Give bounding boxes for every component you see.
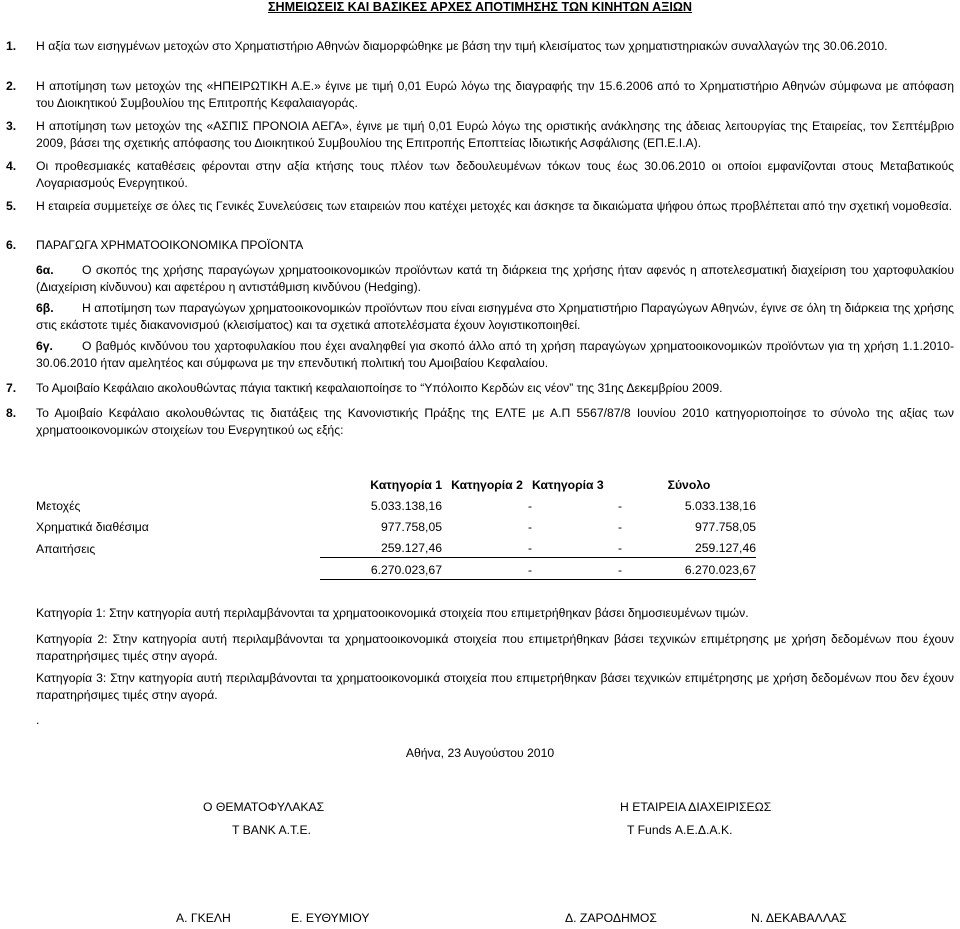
table-cell: Απαιτήσεις (36, 541, 96, 556)
table-total-row (36, 558, 756, 580)
note-number: 1. (6, 39, 17, 53)
note-text: Η εταιρεία συμμετείχε σε όλες τις Γενικές Συνελεύσεις των εταιρειών που κατέχει μετοχές και άσκησε τα δικαιώματα ψήφου όπως προβλέπεται από την σχετική νομοθεσία. (36, 199, 953, 213)
signatory-name: Δ. ΖΑΡΟΔΗΜΟΣ (565, 911, 657, 925)
table-cell: 977.758,05 (695, 520, 756, 534)
table-total-cell: 6.270.023,67 (320, 558, 442, 580)
table-cell: 977.758,05 (381, 520, 442, 534)
table-total-cell: - (532, 558, 622, 580)
table-row (36, 494, 756, 515)
table-header-cell (36, 473, 320, 494)
note-7 (6, 380, 954, 397)
subnote-6a (36, 262, 954, 296)
note-3 (6, 118, 954, 152)
table-cell: Μετοχές (36, 499, 81, 513)
note-number: 3. (6, 119, 17, 133)
subnote-text: Ο σκοπός της χρήσης παραγώγων χρηματοοικονομικών προϊόντων κατά τη διάρκεια της χρήσης ήταν αφενός η αποτελεσματική διαχείριση του χαρτοφυλακίου (Διαχείριση κίνδυνου) και αφετέρου η αντιστάθμιση κινδύνου (Hedging). (36, 263, 954, 294)
note-text: Η αξία των εισηγμένων μετοχών στο Χρηματιστήριο Αθηνών διαμορφώθηκε με βάση την τιμή κλεισίματος των χρηματιστηριακών συναλλαγών της 30.06.2010. (36, 39, 888, 53)
table-cell: 5.033.138,16 (370, 499, 442, 513)
category-note-3: Κατηγορία 3: Στην κατηγορία αυτή περιλαμβάνονται τα χρηματοοικονομικά στοιχεία που επιμετρήθηκαν βάσει τεχνικών επιμέτρησης με χρήση δεδομένων που δεν έχουν παρατηρήσιμες τιμές στην αγορά. (36, 671, 954, 702)
subnote-text: Ο βαθμός κινδύνου του χαρτοφυλακίου που έχει αναληφθεί για σκοπό άλλο από τη χρήση παραγώγων χρηματοοικονομικών προϊόντων για τη χρήση 1.1.2010-30.06.2010 ήταν αμελητέος και σύμφωνα με την επενδυτική πολιτική του Αμοιβαίου Κεφαλαίου. (36, 339, 954, 370)
note-text: Η αποτίμηση των μετοχών της «ΗΠΕΙΡΩΤΙΚΗ Α.Ε.» έγινε με τιμή 0,01 Ευρώ λόγω της διαγραφής την 15.6.2006 από το Χρηματιστήριο Αθηνών σύμφωνα με απόφαση του Διοικητικού Συμβουλίου της Επιτροπής Κεφαλαιαγοράς. (36, 79, 954, 110)
note-heading: ΠΑΡΑΓΩΓΑ ΧΡΗΜΑΤΟΟΙΚΟΝΟΜΙΚΑ ΠΡΟΪΟΝΤΑ (36, 238, 304, 252)
note-6 (6, 237, 954, 254)
category-note-1: Κατηγορία 1: Στην κατηγορία αυτή περιλαμβάνονται τα χρηματοοικονομικά στοιχεία που επιμετρήθηκαν βάσει δημοσιευμένων τιμών. (36, 606, 749, 620)
note-5 (6, 198, 954, 215)
category-note-2: Κατηγορία 2: Στην κατηγορία αυτή περιλαμβάνονται τα χρηματοοικονομικά στοιχεία που επιμετρήθηκαν βάσει τεχνικών επιμέτρησης με χρήση δεδομένων που έχουν παρατηρήσιμες τιμές στην αγορά. (36, 632, 954, 663)
place-date: Αθήνα, 23 Αυγούστου 2010 (405, 746, 555, 760)
manager-name: T Funds Α.Ε.Δ.Α.Κ. (627, 823, 733, 837)
table-header-cell: Σύνολο (667, 478, 711, 492)
note-text: Η αποτίμηση των μετοχών της «ΑΣΠΙΣ ΠΡΟΝΟΙΑ ΑΕΓΑ», έγινε με τιμή 0,01 Ευρώ λόγω της οριστικής ανάκλησης της άδειας λειτουργίας της Εταιρείας, τον Σεπτέμβριο 2009, βάσει της σχετικής απόφασης του Διοικητικού Συμβουλίου της Επιτροπής Εποπτείας Ιδιωτικής Ασφάλισης (ΕΠ.Ε.Ι.Α). (36, 119, 954, 150)
signatory-name: Ν. ΔΕΚΑΒΑΛΛΑΣ (751, 911, 847, 925)
table-cell: - (617, 520, 622, 534)
note-text: Το Αμοιβαίο Κεφάλαιο ακολουθώντας τις διατάξεις της Κανονιστικής Πράξης της ΕΛΤΕ με Α.Π 5567/87/8 Ιουνίου 2010 κατηγοριοποίησε το σύνολο της αξίας των χρηματοοικονομικών στοιχείων του Ενεργητικού ως εξής: (36, 406, 954, 437)
subnote-6c (36, 338, 954, 372)
manager-title: Η ΕΤΑΙΡΕΙΑ ΔΙΑΧΕΙΡΙΣΕΩΣ (620, 800, 772, 814)
table-cell: 259.127,46 (622, 536, 756, 558)
custodian-name: T BANK A.T.E. (232, 823, 312, 837)
table-total-cell: - (442, 558, 532, 580)
note-number: 2. (6, 79, 17, 93)
note-8 (6, 405, 954, 439)
table-row (36, 536, 756, 558)
table-cell: - (527, 499, 532, 513)
note-number: 5. (6, 199, 17, 213)
table-row (36, 515, 756, 536)
note-1 (6, 38, 954, 55)
table-header-cell: Κατηγορία 1 (370, 478, 442, 492)
subnote-label: 6α. (36, 263, 54, 277)
subnote-label: 6β. (36, 301, 54, 315)
table-cell: - (442, 536, 532, 558)
note-text: Το Αμοιβαίο Κεφάλαιο ακολουθώντας πάγια τακτική κεφαλαιοποίησε το “Υπόλοιπο Κερδών εις νέον” της 31ης Δεκεμβρίου 2009. (36, 381, 723, 395)
category-table (36, 473, 756, 580)
signatory-name: Ε. ΕΥΘΥΜΙΟΥ (291, 911, 370, 925)
note-number: 6. (6, 238, 17, 252)
subnote-6b (36, 300, 954, 334)
table-header-cell: Κατηγορία 3 (532, 478, 604, 492)
note-4 (6, 158, 954, 192)
table-cell (36, 558, 320, 580)
signatory-name: Α. ΓΚΕΛΗ (176, 911, 231, 925)
note-number: 8. (6, 406, 17, 420)
table-cell: 259.127,46 (320, 536, 442, 558)
subnote-text: Η αποτίμηση των παραγώγων χρηματοοικονομικών προϊόντων που είναι εισηγμένα στο Χρηματιστήριο Παραγώγων Αθηνών, έγινε σε όλη τη διάρκεια της χρήσης στις εκάστοτε τιμές διακανονισμού (κλεισίματος) και τα σχετικά αποτελέσματα έχουν λογιστικοποιηθεί. (36, 301, 954, 332)
table-header-row (36, 473, 756, 494)
document-title: ΣΗΜΕΙΩΣΕΙΣ ΚΑΙ ΒΑΣΙΚΕΣ ΑΡΧΕΣ ΑΠΟΤΙΜΗΣΗΣ ΤΩΝ ΚΙΝΗΤΩΝ ΑΞΙΩΝ (267, 0, 693, 14)
table-cell: - (527, 520, 532, 534)
note-number: 7. (6, 381, 17, 395)
table-cell: - (617, 499, 622, 513)
note-number: 4. (6, 159, 17, 173)
table-cell: 5.033.138,16 (684, 499, 756, 513)
table-total-cell: 6.270.023,67 (622, 558, 756, 580)
table-cell: Χρηματικά διαθέσιμα (36, 520, 149, 534)
dot-mark: . (36, 713, 40, 727)
note-2 (6, 78, 954, 112)
note-text: Οι προθεσμιακές καταθέσεις φέρονται στην αξία κτήσης τους πλέον των δεδουλευμένων τόκων τους έως 30.06.2010 οι οποίοι εμφανίζονται στους Μεταβατικούς Λογαριασμούς Ενεργητικού. (36, 159, 954, 190)
table-header-cell: Κατηγορία 2 (451, 478, 523, 492)
subnote-label: 6γ. (36, 339, 53, 353)
table-cell: - (532, 536, 622, 558)
custodian-title: Ο ΘΕΜΑΤΟΦΥΛΑΚΑΣ (203, 800, 325, 814)
